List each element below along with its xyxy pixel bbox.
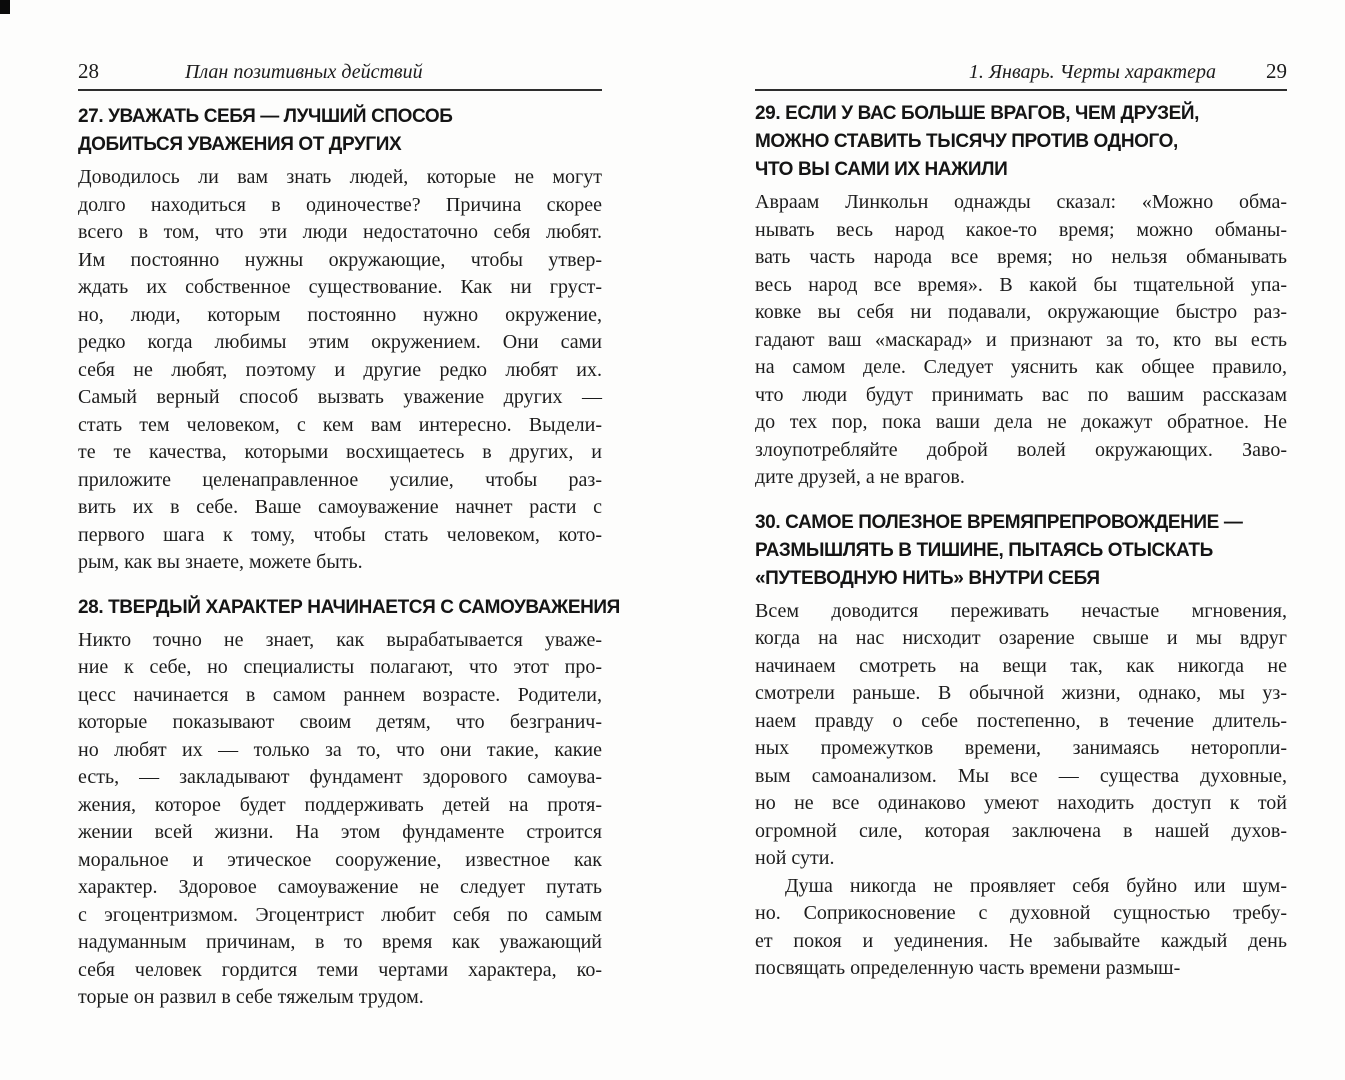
body-text-line: злоупотребляйте доброй волей окружающих. Заво- — [755, 438, 1287, 461]
body-text-line: жения, которое будет поддерживать детей на протя- — [78, 793, 602, 816]
right-page — [755, 0, 1287, 983]
right-page-number: 29 — [1266, 59, 1287, 83]
body-text-line: себя не любят, поэтому и другие редко любят их. — [78, 358, 602, 381]
section-heading-line: МОЖНО СТАВИТЬ ТЫСЯЧУ ПРОТИВ ОДНОГО, — [755, 131, 1178, 152]
body-text-line: жении всей жизни. На этом фундаменте строится — [78, 821, 602, 843]
body-text-line: начинаем смотреть на вещи так, как никогда не — [755, 654, 1287, 677]
body-text-line: но, люди, которым постоянно нужно окружение, — [78, 303, 602, 326]
body-text-line: Всем доводится переживать нечастые мгновения, — [755, 599, 1287, 622]
body-text-line: смотрели раньше. В обычной жизни, однако, мы уз- — [755, 682, 1287, 704]
body-text-line: вать часть народа все время; но нельзя обманывать — [755, 246, 1287, 268]
right-page-sections — [755, 100, 1287, 983]
left-page-number: 28 — [78, 59, 99, 83]
section-heading-line: 27. УВАЖАТЬ СЕБЯ — ЛУЧШИЙ СПОСОБ — [78, 106, 453, 127]
body-text-line: Доводилось ли вам знать людей, которые не могут — [78, 166, 602, 188]
body-text-line: нывать весь народ какое-то время; можно обманы- — [755, 218, 1287, 241]
body-text-line: стать тем человеком, с кем вам интересно. Выдели- — [78, 413, 602, 436]
body-text-line: весь народ все время». В какой бы тщательной упа- — [755, 273, 1287, 296]
body-text-line: Самый верный способ вызвать уважение других — — [78, 386, 602, 408]
body-text-line: всего в том, что эти люди недостаточно себя любят. — [78, 221, 602, 243]
body-text-line: вым самоанализом. Мы все — существа духовные, — [755, 764, 1287, 787]
body-text-line: которые показывают своим детям, что безгранич- — [78, 711, 602, 733]
right-running-title: 1. Январь. Черты характера — [968, 61, 1216, 83]
body-text-line: долго находиться в одиночестве? Причина скорее — [78, 193, 602, 216]
body-text-line: ет покоя и уединения. Не забывайте каждый день — [755, 929, 1287, 952]
body-text-line: Душа никогда не проявляет себя буйно или шум- — [785, 874, 1287, 897]
left-page-header — [78, 60, 602, 91]
scan-corner-artifact — [0, 0, 10, 14]
body-text-line: моральное и этическое сооружение, известное как — [78, 848, 602, 871]
body-text-line: Им постоянно нужны окружающие, чтобы утвер- — [78, 248, 602, 271]
left-running-title: План позитивных действий — [185, 61, 423, 83]
body-text-line: но любят их — только за то, что они такие, какие — [78, 738, 602, 761]
body-text-line: цесс начинается в самом раннем возрасте. Родители, — [78, 683, 602, 706]
body-text-line: себя человек гордится теми чертами характера, ко- — [78, 958, 602, 981]
section-heading-line: ЧТО ВЫ САМИ ИХ НАЖИЛИ — [755, 159, 1008, 180]
body-text-line: приложите целенаправленное усилие, чтобы раз- — [78, 468, 602, 491]
body-text-line: торые он развил в себе тяжелым трудом. — [78, 986, 424, 1008]
body-text-line: первого шага к тому, чтобы стать человеком, кото- — [78, 523, 602, 546]
section — [78, 594, 620, 1012]
body-text-line: ние к себе, но специалисты полагают, что этот про- — [78, 656, 602, 678]
body-text-line: огромной силе, которая заключена в нашей духов- — [755, 819, 1287, 842]
section — [755, 509, 1287, 983]
body-text-line: есть, — закладывают фундамент здорового самоува- — [78, 766, 602, 788]
body-text-line: посвящать определенную часть времени размыш- — [755, 957, 1181, 979]
body-text-line: рым, как вы знаете, можете быть. — [78, 551, 363, 573]
paragraph — [755, 873, 1287, 983]
section-heading-line: ДОБИТЬСЯ УВАЖЕНИЯ ОТ ДРУГИХ — [78, 134, 402, 155]
body-text-line: ждать их собственное существование. Как ни груст- — [78, 276, 602, 298]
left-page-sections — [78, 103, 620, 1012]
body-text-line: Авраам Линкольн однажды сказал: «Можно обма- — [755, 191, 1287, 213]
body-text-line: до тех пор, пока ваши дела не докажут обратное. Не — [755, 411, 1287, 433]
paragraph — [755, 598, 1287, 873]
section — [78, 103, 602, 577]
body-text-line: что люди будут принимать вас по вашим рассказам — [755, 383, 1287, 406]
body-text-line: характер. Здоровое самоуважение не следует путать — [78, 876, 602, 898]
body-text-line: с эгоцентризмом. Эгоцентрист любит себя по самым — [78, 903, 602, 926]
body-text-line: ных промежутков времени, занимаясь неторопли- — [755, 737, 1287, 759]
body-text-line: те те качества, которыми восхищаетесь в других, и — [78, 441, 602, 463]
body-text-line: редко когда любимы этим окружением. Они сами — [78, 331, 602, 353]
body-text-line: Никто точно не знает, как вырабатывается уваже- — [78, 628, 602, 651]
body-text-line: надуманным причинам, в то время как уважающий — [78, 931, 602, 953]
section-heading-line: РАЗМЫШЛЯТЬ В ТИШИНЕ, ПЫТАЯСЬ ОТЫСКАТЬ — [755, 539, 1213, 561]
body-text-line: на самом деле. Следует уяснить как общее правило, — [755, 356, 1287, 378]
body-text-line: ковке вы себя ни подавали, окружающие быстро раз- — [755, 301, 1287, 323]
section-heading-line: «ПУТЕВОДНУЮ НИТЬ» ВНУТРИ СЕБЯ — [755, 567, 1100, 589]
body-text-line: когда на нас нисходит озарение свыше и мы вдруг — [755, 627, 1287, 649]
body-text-line: гадают ваш «маскарад» и признают за то, кто вы есть — [755, 328, 1287, 351]
paragraph — [755, 189, 1287, 492]
left-page — [78, 0, 620, 1012]
section-heading-line: 29. ЕСЛИ У ВАС БОЛЬШЕ ВРАГОВ, ЧЕМ ДРУЗЕЙ, — [755, 103, 1200, 124]
body-text-line: дите друзей, а не врагов. — [755, 466, 965, 488]
body-text-line: но. Соприкосновение с духовной сущностью требу- — [755, 902, 1287, 924]
body-text-line: наем правду о себе постепенно, в течение длитель- — [755, 709, 1287, 732]
section-heading-line: 28. ТВЕРДЫЙ ХАРАКТЕР НАЧИНАЕТСЯ С САМОУВАЖЕНИЯ — [78, 596, 620, 618]
body-text-line: но не все одинаково умеют находить доступ к той — [755, 792, 1287, 814]
right-page-header — [755, 60, 1287, 91]
paragraph — [78, 627, 602, 1012]
body-text-line: ной сути. — [755, 847, 835, 869]
section — [755, 100, 1287, 492]
body-text-line: вить их в себе. Ваше самоуважение начнет расти с — [78, 496, 602, 518]
paragraph — [78, 164, 602, 577]
section-heading-line: 30. САМОЕ ПОЛЕЗНОЕ ВРЕМЯПРЕПРОВОЖДЕНИЕ — — [755, 511, 1243, 533]
